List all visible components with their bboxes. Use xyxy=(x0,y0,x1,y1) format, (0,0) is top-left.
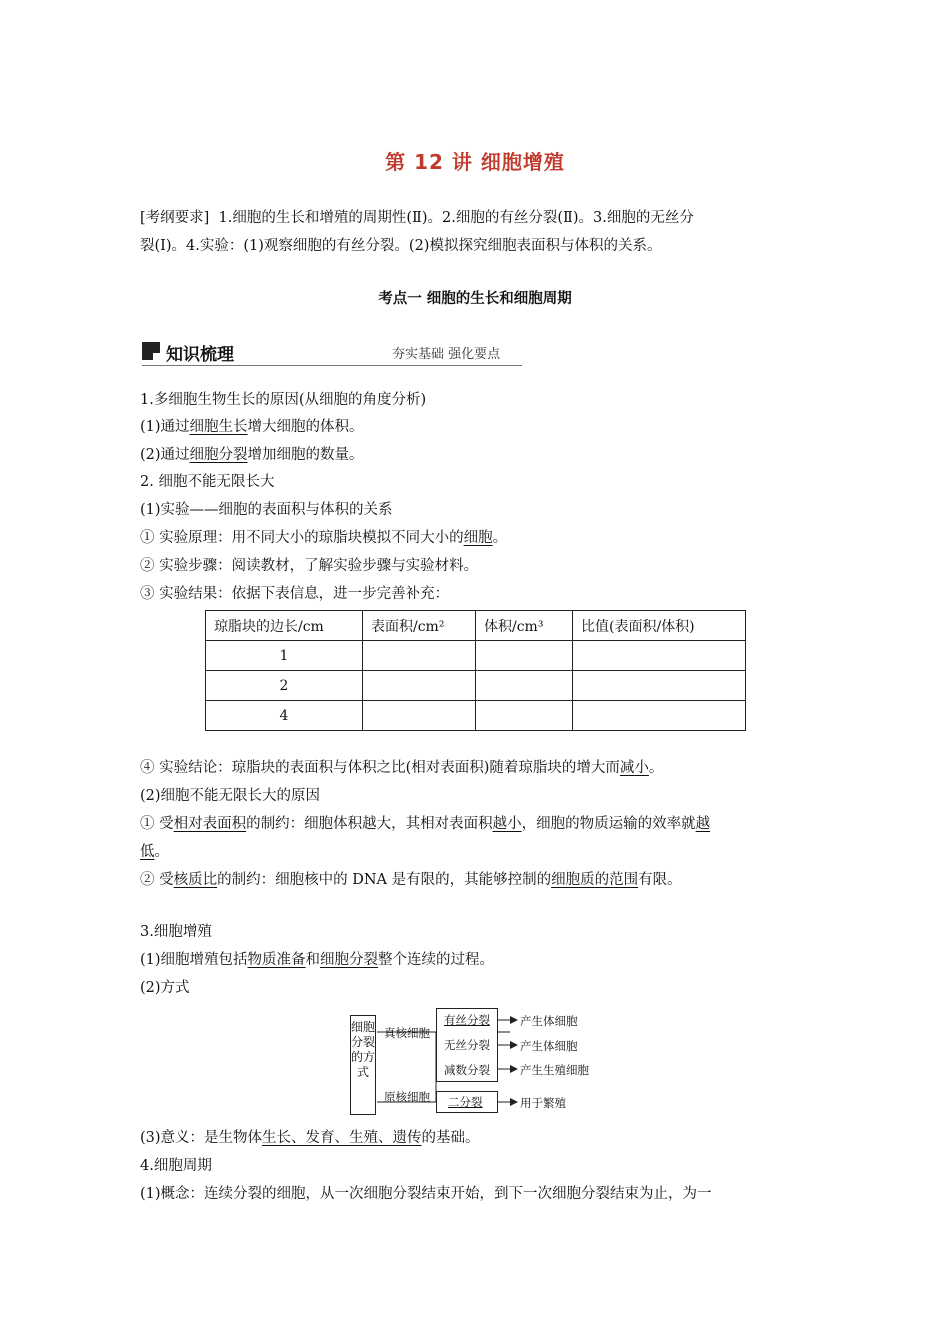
answer-underline: 细胞 xyxy=(463,530,493,546)
requirements-tag: [考纲要求] xyxy=(140,210,210,226)
mitosis-label: 有丝分裂 xyxy=(444,1013,490,1027)
text-line: (2)细胞不能无限长大的原因 xyxy=(140,788,321,804)
answer-underline: 越小 xyxy=(492,816,522,832)
result-2: 产生体细胞 xyxy=(520,1039,578,1053)
answer-underline: 细胞分裂 xyxy=(320,952,379,968)
table-cell xyxy=(573,641,746,671)
banner-tagline: 夯实基础 强化要点 xyxy=(392,347,501,362)
square-bullet-icon xyxy=(142,342,160,360)
answer-underline: 减小 xyxy=(619,760,649,776)
text-line: ① 受相对表面积的制约：细胞体积越大，其相对表面积越小，细胞的物质运输的效率就越 xyxy=(140,816,711,832)
text-line: 3.细胞增殖 xyxy=(140,924,212,940)
result-4: 用于繁殖 xyxy=(520,1096,566,1110)
eukaryote-label: 真核细胞 xyxy=(384,1026,430,1040)
table-cell xyxy=(363,671,476,701)
answer-underline: 细胞质的范围 xyxy=(551,872,639,888)
table-header: 表面积/cm² xyxy=(363,611,476,641)
table-cell xyxy=(573,701,746,731)
table-row xyxy=(206,701,746,731)
table-header: 比值(表面积/体积) xyxy=(573,611,746,641)
table-cell: 4 xyxy=(206,701,363,731)
text-line: ④ 实验结论：琼脂块的表面积与体积之比(相对表面积)随着琼脂块的增大而减小。 xyxy=(140,760,664,776)
text-line: 4.细胞周期 xyxy=(140,1158,212,1174)
prokaryote-label: 原核细胞 xyxy=(384,1090,430,1104)
answer-underline: 越 xyxy=(695,816,711,832)
table-cell: 1 xyxy=(206,641,363,671)
requirements-line-2: 裂(Ⅰ)。4.实验：(1)观察细胞的有丝分裂。(2)模拟探究细胞表面积与体积的关系。 xyxy=(140,238,662,254)
meiosis-label: 减数分裂 xyxy=(444,1063,490,1077)
amitosis-label: 无丝分裂 xyxy=(444,1038,490,1052)
text-line: 2. 细胞不能无限长大 xyxy=(140,474,275,490)
text-line: ② 受核质比的制约：细胞核中的 DNA 是有限的，其能够控制的细胞质的范围有限。 xyxy=(140,872,682,888)
banner-label: 知识梳理 xyxy=(166,345,234,365)
table-row xyxy=(206,641,746,671)
answer-underline: 细胞生长 xyxy=(189,419,248,435)
division-methods-diagram xyxy=(350,1005,610,1120)
answer-underline: 生长、发育、生殖、遗传 xyxy=(262,1130,422,1146)
knowledge-banner xyxy=(142,340,522,368)
answer-underline: 相对表面积 xyxy=(173,816,247,832)
table-header: 体积/cm³ xyxy=(476,611,573,641)
requirements-line-1 xyxy=(140,204,812,232)
results-table xyxy=(205,610,746,731)
table-header: 琼脂块的边长/cm xyxy=(206,611,363,641)
text-line: (1)实验——细胞的表面积与体积的关系 xyxy=(140,502,393,518)
table-cell xyxy=(363,701,476,731)
binary-fission-label: 二分裂 xyxy=(448,1095,483,1109)
text-line: (1)概念：连续分裂的细胞，从一次细胞分裂结束开始，到下一次细胞分裂结束为止，为一 xyxy=(140,1186,712,1202)
answer-underline: 细胞分裂 xyxy=(189,447,248,463)
result-3: 产生生殖细胞 xyxy=(520,1063,589,1077)
table-row xyxy=(206,671,746,701)
text-line: ③ 实验结果：依据下表信息，进一步完善补充： xyxy=(140,586,450,602)
section-title: 考点一 细胞的生长和细胞周期 xyxy=(378,291,572,307)
answer-underline: 物质准备 xyxy=(247,952,306,968)
table-header-row xyxy=(206,611,746,641)
text-line: (1)细胞增殖包括物质准备和细胞分裂整个连续的过程。 xyxy=(140,952,495,968)
text-line: (2)通过细胞分裂增加细胞的数量。 xyxy=(140,447,364,463)
text-line: (3)意义：是生物体生长、发育、生殖、遗传的基础。 xyxy=(140,1130,480,1146)
text-line: ② 实验步骤：阅读教材，了解实验步骤与实验材料。 xyxy=(140,558,479,574)
text-line: (1)通过细胞生长增大细胞的体积。 xyxy=(140,419,364,435)
text-line: (2)方式 xyxy=(140,980,190,996)
text-line: ① 实验原理：用不同大小的琼脂块模拟不同大小的细胞。 xyxy=(140,530,508,546)
requirements-text: 1.细胞的生长和增殖的周期性(Ⅱ)。2.细胞的有丝分裂(Ⅱ)。3.细胞的无丝分 xyxy=(218,210,694,226)
page-title: 第 12 讲 细胞增殖 xyxy=(385,150,565,174)
table-cell xyxy=(363,641,476,671)
table-cell: 2 xyxy=(206,671,363,701)
table-cell xyxy=(476,641,573,671)
text-line: 低。 xyxy=(140,844,169,860)
table-cell xyxy=(476,671,573,701)
diagram-root: 细胞分裂的方式 xyxy=(350,1015,376,1115)
text-line: 1.多细胞生物生长的原因(从细胞的角度分析) xyxy=(140,392,427,408)
requirements xyxy=(140,204,812,260)
answer-underline: 核质比 xyxy=(173,872,218,888)
table-cell xyxy=(573,671,746,701)
table-cell xyxy=(476,701,573,731)
banner-divider xyxy=(142,365,522,366)
answer-underline: 低 xyxy=(140,844,155,860)
result-1: 产生体细胞 xyxy=(520,1014,578,1028)
